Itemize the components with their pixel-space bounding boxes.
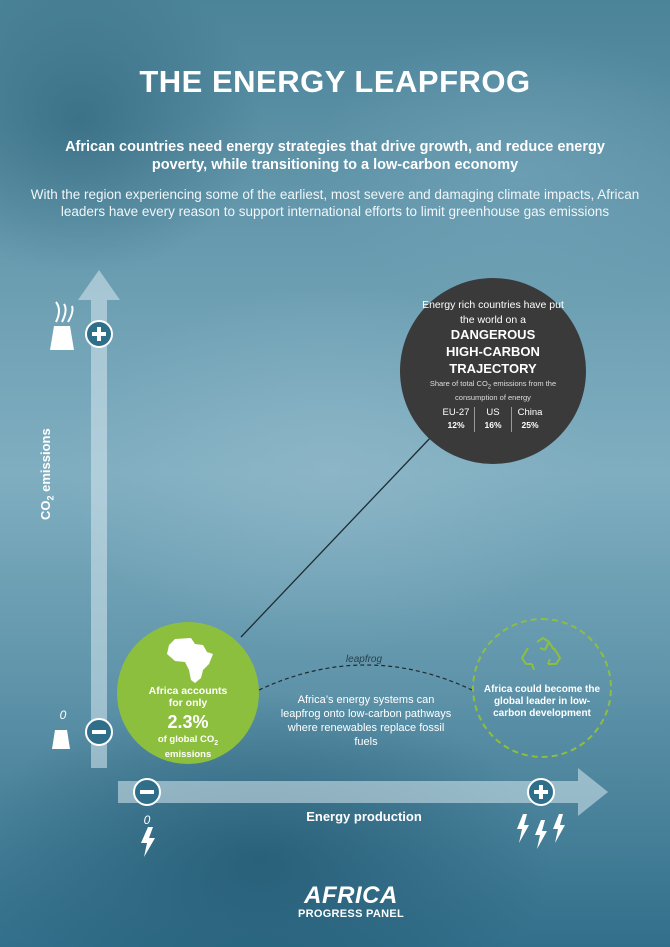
high-carbon-circle	[400, 278, 586, 464]
africa-map-icon	[161, 636, 217, 686]
high-carbon-heading	[410, 326, 576, 377]
high-carbon-intro: Energy rich countries have put the world on a	[422, 299, 564, 326]
y-plus-icon	[84, 319, 114, 349]
y-axis-label: $CO_2$ emissions	[38, 428, 56, 520]
leapfrog-description: Africa’s energy systems can leapfrog onto low-carbon pathways where renewables replace fossil fuels	[280, 694, 452, 748]
share-table	[438, 407, 548, 432]
power-plant-icon	[42, 300, 82, 352]
africa-text-top: Africa accounts for only	[148, 685, 228, 709]
low-carbon-circle	[472, 618, 612, 758]
leapfrog-arc	[259, 665, 472, 690]
lightning-icon	[138, 826, 158, 858]
logo-africa: AFRICA	[304, 882, 398, 909]
x-axis-label: Energy production	[306, 809, 422, 824]
leapfrog-label: leapfrog	[345, 654, 383, 665]
share-eu: EU-27 12%	[442, 407, 470, 430]
x-plus-icon	[526, 777, 556, 807]
low-carbon-text: Africa could become the global leader in low-carbon development	[483, 684, 601, 719]
heading-line-2: HIGH-CARBON	[446, 344, 540, 359]
share-us: US 16%	[474, 407, 511, 432]
x-zero-label: 0	[143, 813, 151, 827]
africa-percent: 2.3%	[167, 712, 209, 732]
lightning-triple-icon	[514, 812, 570, 856]
share-china: China 25%	[511, 407, 548, 432]
intro-paragraph: With the region experiencing some of the earliest, most severe and damaging climate impacts, African leaders have every reason to support international efforts to limit greenhouse gas emissions	[30, 187, 640, 219]
y-zero-label: 0	[59, 708, 67, 722]
power-plant-idle-icon	[48, 720, 74, 750]
heading-line-1: DANGEROUS	[450, 327, 536, 342]
page-title: THE ENERGY LEAPFROG	[139, 64, 531, 99]
africa-circle	[117, 622, 259, 764]
recycle-icon	[518, 636, 568, 680]
trajectory-line	[241, 436, 432, 637]
page-subtitle: African countries need energy strategies that drive growth, and reduce energy poverty, while transitioning to a low-carbon economy	[65, 139, 605, 173]
heading-line-3: TRAJECTORY	[449, 361, 537, 376]
x-minus-icon	[132, 777, 162, 807]
logo-progress-panel: PROGRESS PANEL	[297, 908, 405, 920]
y-minus-icon	[84, 717, 114, 747]
share-caption: Share of total $CO_2$ emissions from the consumption of energy	[429, 379, 557, 402]
africa-text-bottom: of global $CO_2$ emissions	[157, 734, 219, 760]
